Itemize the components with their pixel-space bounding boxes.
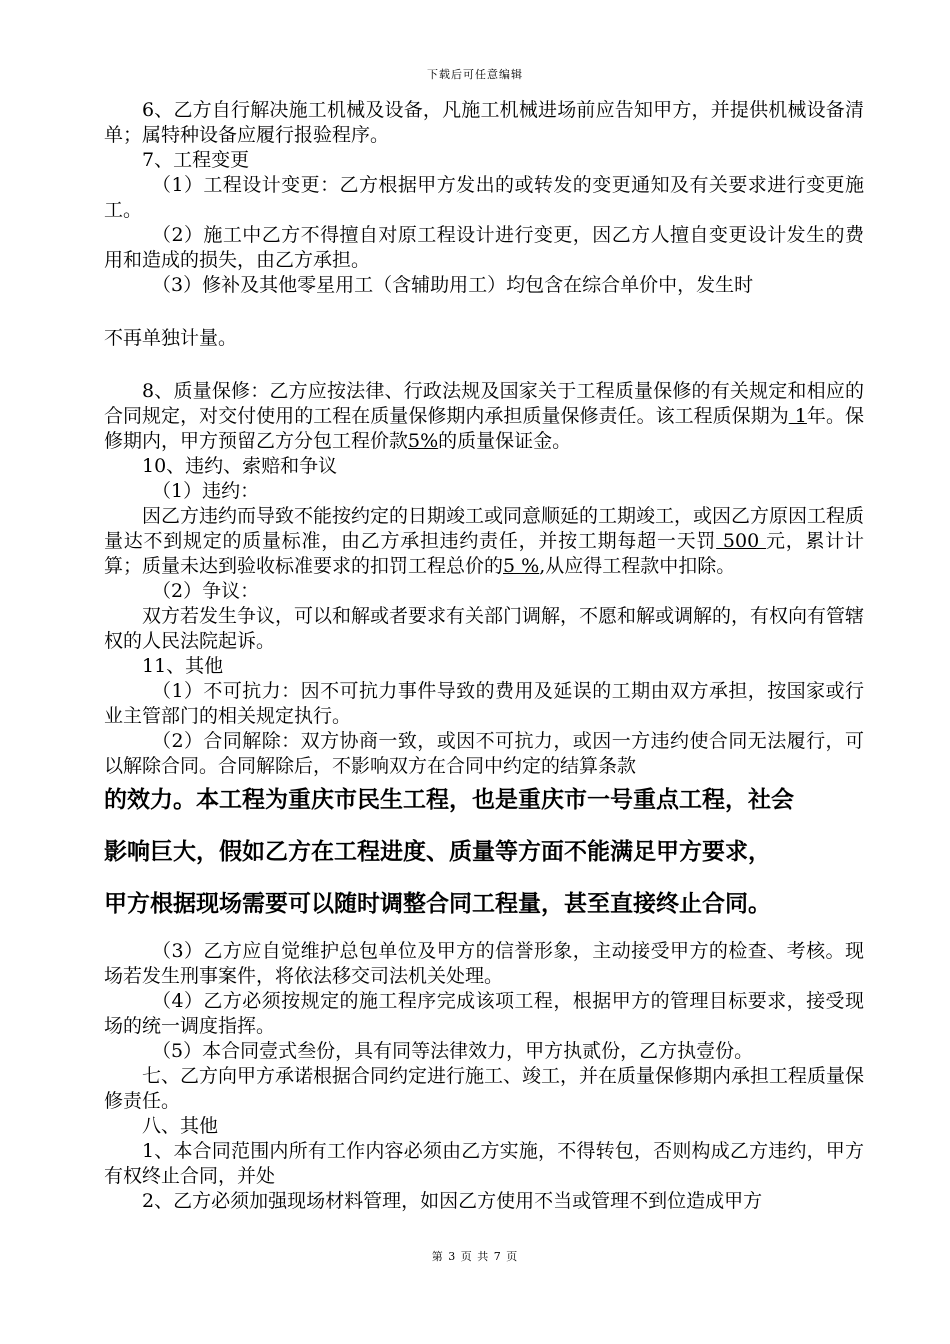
clause-11-5-copies: （5）本合同壹式叁份，具有同等法律效力，甲方执贰份，乙方执壹份。 <box>152 1040 754 1062</box>
clause-11-1-force-majeure: （1）不可抗力：因不可抗力事件导致的费用及延误的工期由双方承担，按国家或行业主管部门的相关规定执行。 <box>104 680 864 727</box>
clause-7-1-design-change: （1）工程设计变更：乙方根据甲方发出的或转发的变更通知及有关要求进行变更施工。 <box>104 174 864 221</box>
clause-10-2-heading: （2）争议： <box>152 580 260 602</box>
clause-11-3-reputation: （3）乙方应自觉维护总包单位及甲方的信誉形象，主动接受甲方的检查、考核。现场若发生刑事案件，将依法移交司法机关处理。 <box>104 940 864 987</box>
section-8-item-2: 2、乙方必须加强现场材料管理，如因乙方使用不当或管理不到位造成甲方 <box>142 1190 763 1212</box>
clause-7-3-continued: 不再单独计量。 <box>104 327 238 349</box>
emphasis-line-1: 的效力。本工程为重庆市民生工程，也是重庆市一号重点工程，社会 <box>104 786 794 813</box>
clause-10-1-heading: （1）违约： <box>152 480 260 502</box>
emphasis-block <box>104 783 864 921</box>
breach-text-c: ,从应得工程款中扣除。 <box>539 555 736 577</box>
section-7-commitment: 七、乙方向甲方承诺根据合同约定进行施工、竣工，并在质量保修期内承担工程质量保修责任。 <box>104 1065 865 1112</box>
clause-7-3-odd-jobs: （3）修补及其他零星用工（含辅助用工）均包含在综合单价中，发生时 <box>152 274 754 296</box>
emphasis-line-2: 影响巨大，假如乙方在工程进度、质量等方面不能满足甲方要求， <box>104 838 771 865</box>
section-8-item-1: 1、本合同范围内所有工作内容必须由乙方实施，不得转包，否则构成乙方违约，甲方有权终止合同，并处 <box>104 1140 864 1187</box>
emphasis-line-3: 甲方根据现场需要可以随时调整合同工程量，甚至直接终止合同。 <box>104 890 771 917</box>
clause-11-4-procedure: （4）乙方必须按规定的施工程序完成该项工程，根据甲方的管理目标要求，接受现场的统一调度指挥。 <box>104 990 864 1037</box>
clause-8-text-a: 8、质量保修：乙方应按法律、行政法规及国家关于工程质量保修的有关规定和相应的合同规定，对交付使用的工程在质量保修期内承担质量保修责任。该工程质保期为 <box>104 380 864 427</box>
breach-text-a: 因乙方违约而导致不能按约定的日期竣工或同意顺延的工期竣工，或因乙方原因工程质量达不到规定的质量标准，由乙方承担违约责任，并按工期每超一天罚 <box>104 505 865 552</box>
clause-10-1-breach <box>104 504 864 579</box>
breach-text-b: 元，累计计算；质量未达到验收标准要求的扣罚工程总价的 <box>104 530 864 577</box>
clause-10-2-dispute: 双方若发生争议，可以和解或者要求有关部门调解，不愿和解或调解的，有权向有管辖权的人民法院起诉。 <box>104 605 865 652</box>
clause-10-heading: 10、违约、索赔和争议 <box>142 455 338 477</box>
warranty-term-value: 1 <box>788 405 807 427</box>
clause-7-2-no-unauthorized-change: （2）施工中乙方不得擅自对原工程设计进行变更，因乙方人擅自变更设计发生的费用和造成的损失，由乙方承担。 <box>104 224 864 271</box>
clause-6-equipment: 6、乙方自行解决施工机械及设备，凡施工机械进场前应告知甲方，并提供机械设备清单；属特种设备应履行报验程序。 <box>104 99 864 146</box>
page-number: 第 3 页 共 7 页 <box>431 1250 519 1263</box>
clause-8-text-c: 的质量保证金。 <box>438 430 572 452</box>
contract-body <box>104 98 864 1214</box>
clause-7-heading: 7、工程变更 <box>142 149 250 171</box>
page-header-note: 下载后可任意编辑 <box>427 68 523 81</box>
quality-penalty-percent: 5 % <box>503 555 540 577</box>
section-8-heading: 八、其他 <box>142 1115 219 1137</box>
clause-11-2-termination: （2）合同解除：双方协商一致，或因不可抗力，或因一方违约使合同无法履行，可以解除合同。合同解除后，不影响双方在合同中约定的结算条款 <box>104 730 864 777</box>
clause-8-warranty <box>104 379 864 454</box>
retention-percent-value: 5% <box>408 430 439 452</box>
daily-penalty-value: 500 <box>716 530 766 552</box>
clause-11-heading: 11、其他 <box>142 655 224 677</box>
clause-8-text-b: 年。保修期内，甲方预留乙方分包工程价款 <box>104 405 864 452</box>
